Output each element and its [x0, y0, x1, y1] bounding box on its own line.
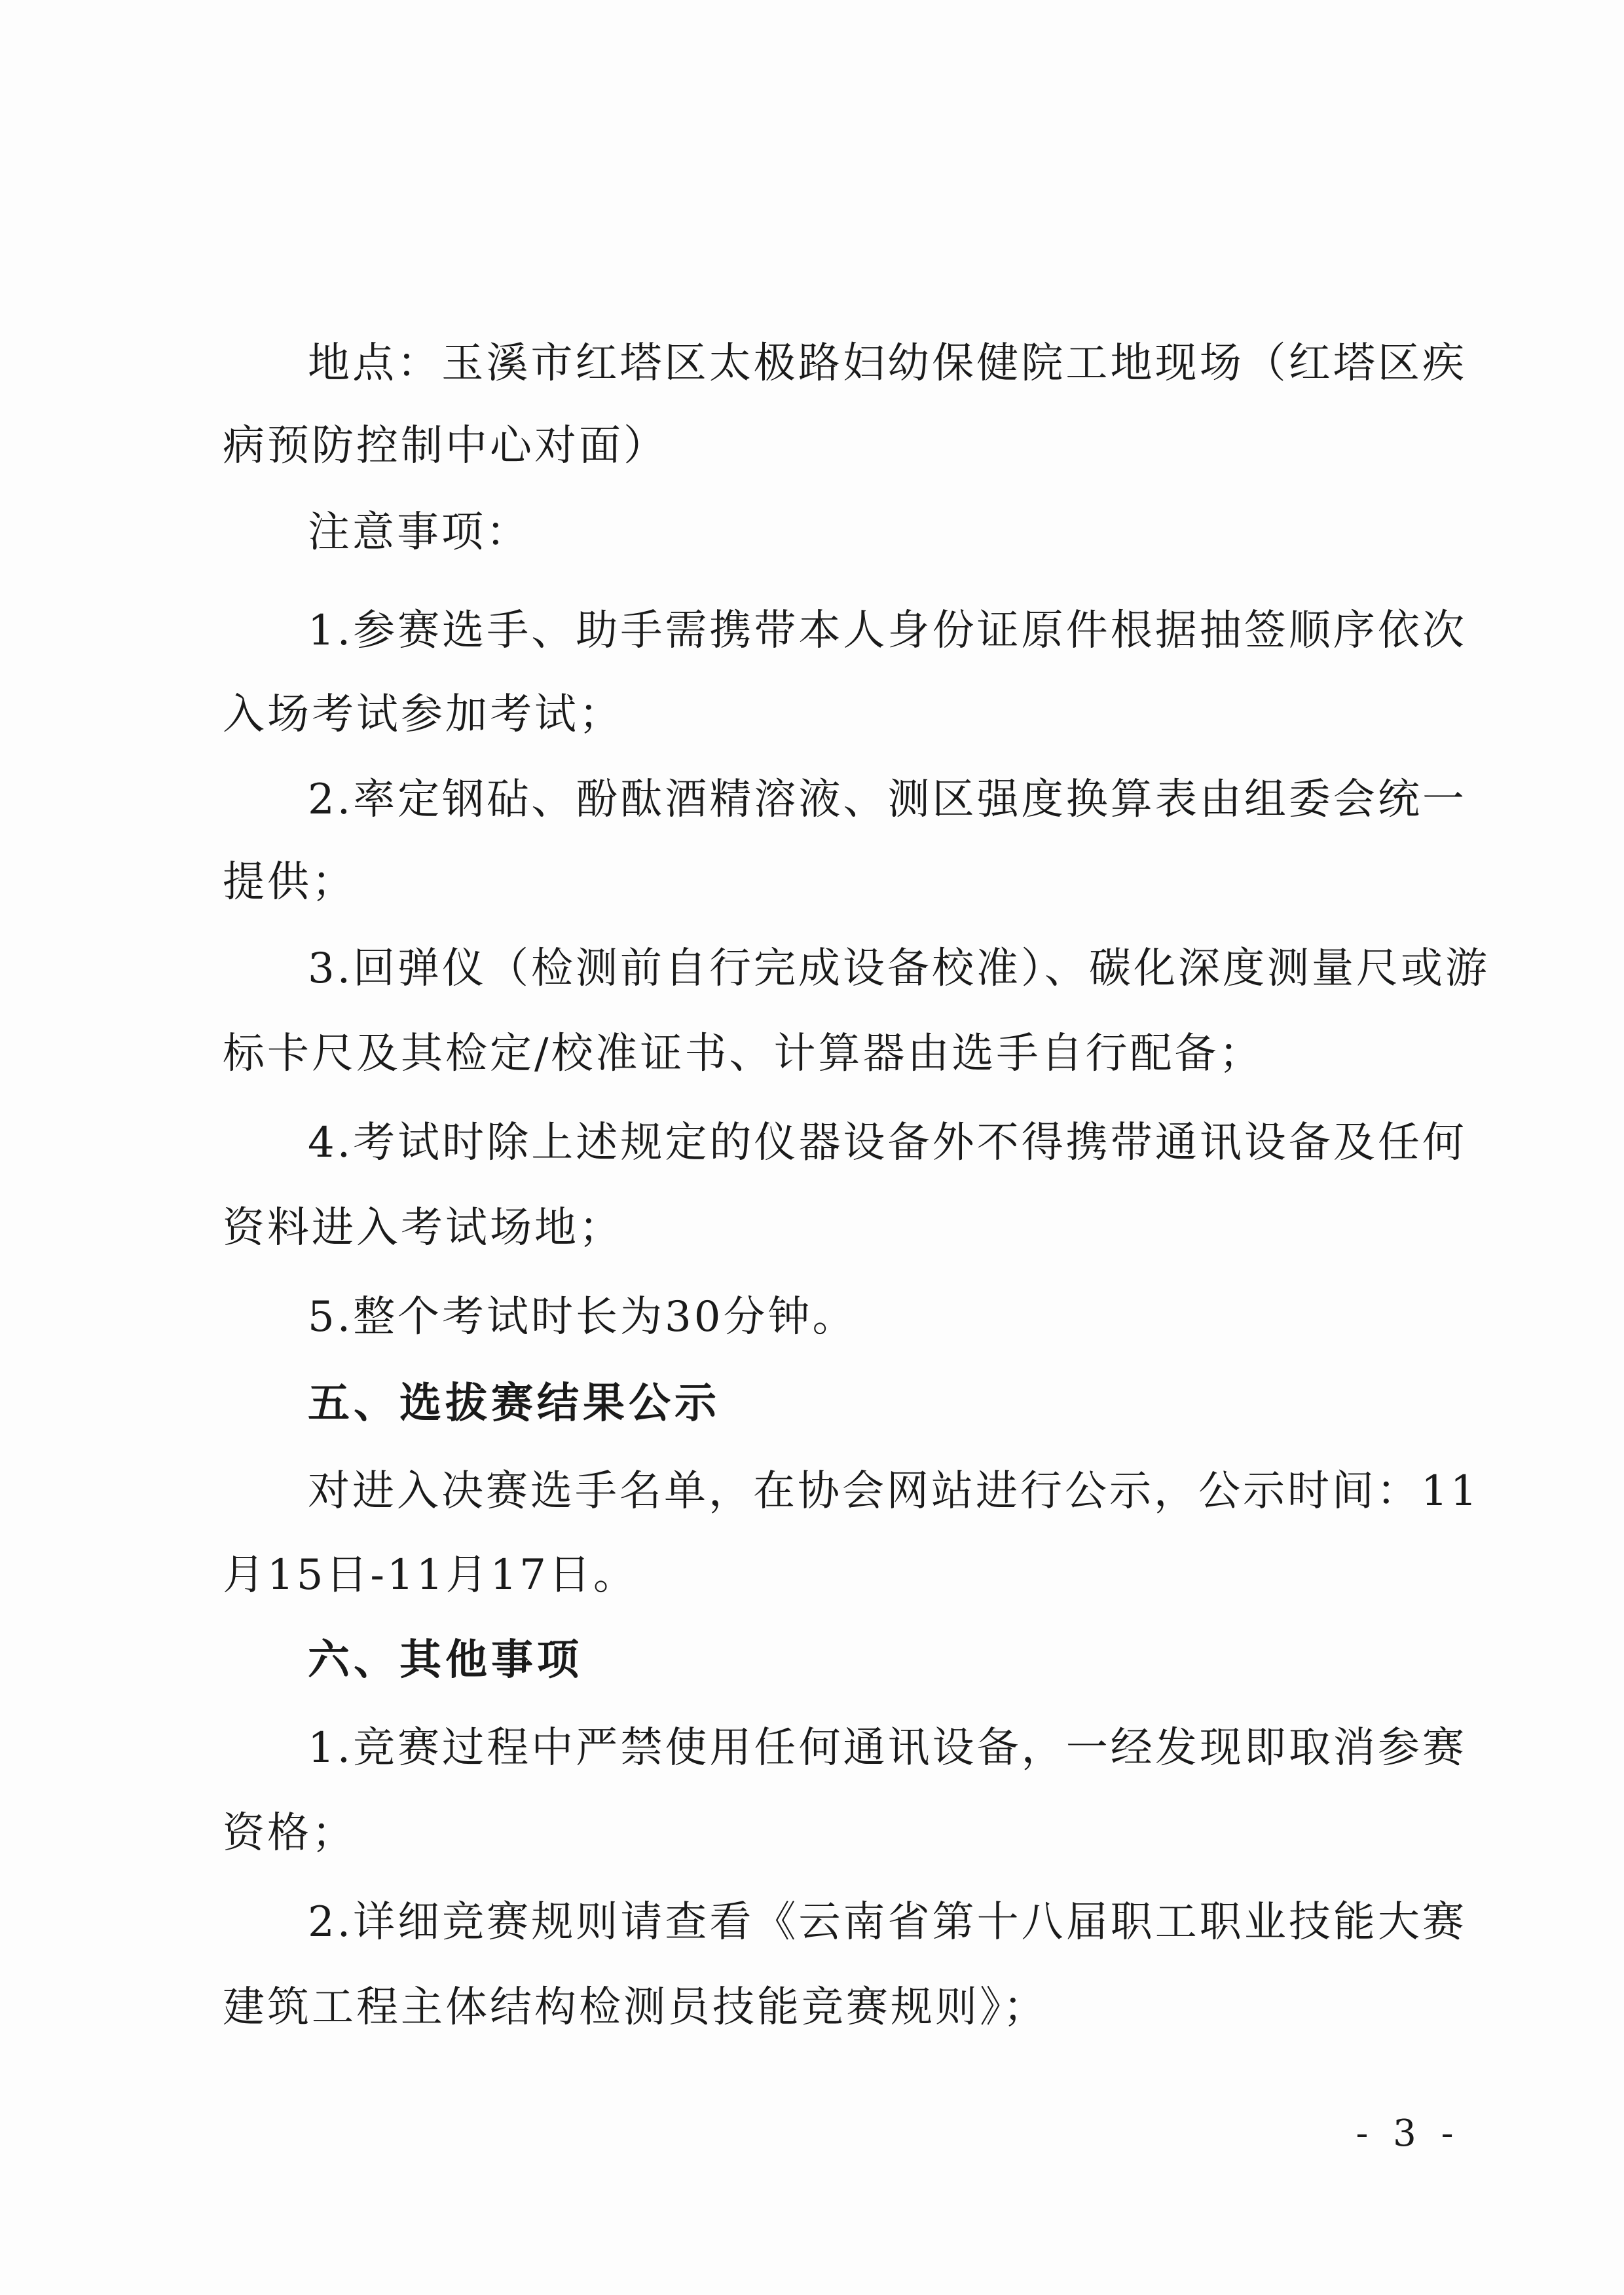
section-6-item-2-line-2: 建筑工程主体结构检测员技能竞赛规则》；	[223, 1983, 1048, 2032]
notes-item-2-line-2: 提供；	[223, 858, 356, 906]
section-6-item-1-line-2: 资格；	[223, 1809, 356, 1857]
section-6-heading: 六、其他事项	[308, 1636, 583, 1685]
notes-item-3-line-1: 3.回弹仪（检测前自行完成设备校准）、碳化深度测量尺或游	[308, 944, 1490, 993]
section-5-body-line-1: 对进入决赛选手名单，在协会网站进行公示，公示时间：11	[308, 1467, 1480, 1516]
section-5-body-line-2: 月15日-11月17日。	[223, 1551, 638, 1599]
notes-item-1-line-2: 入场考试参加考试；	[223, 690, 623, 739]
notes-item-1-line-1: 1.参赛选手、助手需携带本人身份证原件根据抽签顺序依次	[308, 606, 1467, 655]
notes-item-3-line-2: 标卡尺及其检定/校准证书、计算器由选手自行配备；	[223, 1030, 1264, 1078]
page-number: - 3 -	[1356, 2112, 1460, 2155]
section-5-heading: 五、选拔赛结果公示	[308, 1379, 720, 1428]
section-6-item-2-line-1: 2.详细竞赛规则请查看《云南省第十八届职工职业技能大赛	[308, 1898, 1467, 1947]
notes-title: 注意事项：	[308, 508, 530, 557]
section-6-item-1-line-1: 1.竞赛过程中严禁使用任何通讯设备，一经发现即取消参赛	[308, 1724, 1467, 1772]
notes-item-4-line-1: 4.考试时除上述规定的仪器设备外不得携带通讯设备及任何	[308, 1119, 1467, 1167]
notes-item-5: 5.整个考试时长为30分钟。	[308, 1293, 857, 1341]
notes-item-4-line-2: 资料进入考试场地；	[223, 1204, 623, 1252]
notes-item-2-line-1: 2.率定钢砧、酚酞酒精溶液、测区强度换算表由组委会统一	[308, 775, 1467, 824]
location-line-1: 地点：玉溪市红塔区太极路妇幼保健院工地现场（红塔区疾	[308, 339, 1467, 388]
location-line-2: 病预防控制中心对面）	[223, 422, 668, 470]
